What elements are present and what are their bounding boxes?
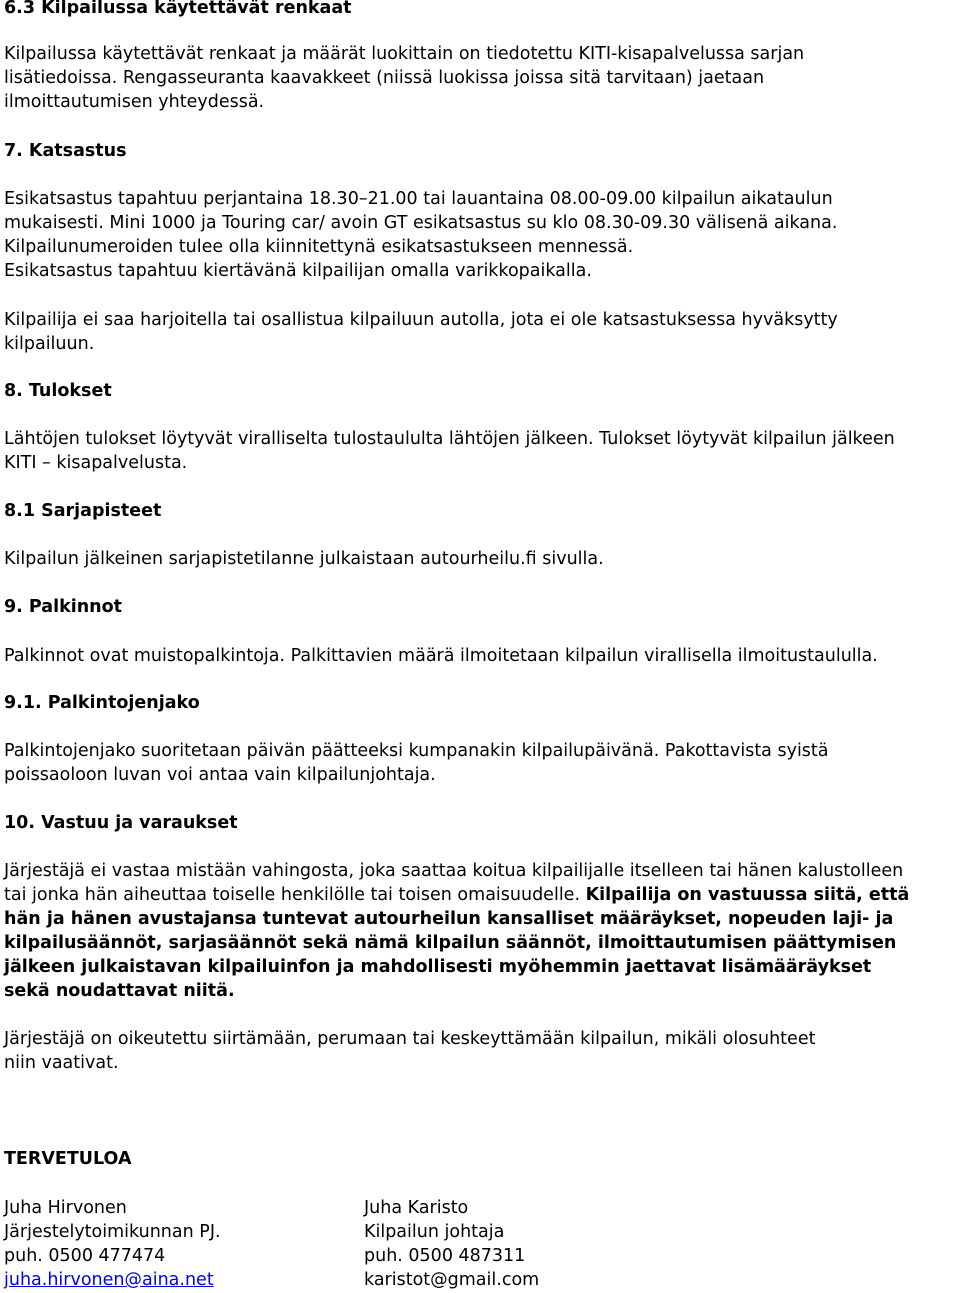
section-9-body (4, 644, 878, 668)
paragraph-line: Järjestäjä ei vastaa mistään vahingosta, joka saattaa koitua kilpailijalle itselleen tai hänen kalustolleen (4, 861, 904, 881)
welcome (4, 1147, 132, 1171)
paragraph-line: Palkinnot ovat muistopalkintoja. Palkittavien määrä ilmoitetaan kilpailun virallisella ilmoitustaululla. (4, 646, 878, 666)
paragraph-line (4, 883, 909, 907)
welcome-text: TERVETULOA (4, 1149, 132, 1169)
section-9-1-body (4, 739, 829, 787)
section-10-body-2 (4, 1027, 815, 1075)
section-heading: 8.1 Sarjapisteet (4, 501, 162, 521)
paragraph-line: ilmoittautumisen yhteydessä. (4, 92, 265, 112)
paragraph-line: niin vaativat. (4, 1053, 119, 1073)
section-9 (4, 595, 122, 619)
paragraph-line: KITI – kisapalvelusta. (4, 453, 188, 473)
paragraph-line: Esikatsastus tapahtuu kiertävänä kilpailijan omalla varikkopaikalla. (4, 261, 592, 281)
section-8-body (4, 427, 895, 475)
section-heading: 8. Tulokset (4, 381, 112, 401)
signer-email: karistot@gmail.com (364, 1270, 540, 1290)
paragraph-line: sekä noudattavat niitä. (4, 981, 235, 1001)
section-8-1 (4, 499, 161, 523)
paragraph-line: Palkintojenjako suoritetaan päivän päätteeksi kumpanakin kilpailupäivänä. Pakottavista syistä (4, 741, 829, 761)
signer-phone: puh. 0500 487311 (364, 1246, 526, 1266)
paragraph-line: Esikatsastus tapahtuu perjantaina 18.30–21.00 tai lauantaina 08.00-09.00 kilpailun aikataulun (4, 189, 833, 209)
section-9-1 (4, 691, 200, 715)
section-heading: 9.1. Palkintojenjako (4, 693, 200, 713)
section-8-1-body (4, 547, 604, 571)
section-heading: 10. Vastuu ja varaukset (4, 813, 238, 833)
section-8 (4, 379, 112, 403)
section-heading: 9. Palkinnot (4, 597, 123, 617)
paragraph-line: Lähtöjen tulokset löytyvät viralliselta tulostaululta lähtöjen jälkeen. Tulokset löytyvät kilpailun jälkeen (4, 429, 895, 449)
section-6-3 (4, 0, 352, 20)
paragraph-line: Kilpailussa käytettävät renkaat ja määrät luokittain on tiedotettu KITI-kisapalvelussa sarjan (4, 44, 805, 64)
section-10-body (4, 859, 909, 1003)
section-10 (4, 811, 238, 835)
signature-left (4, 1196, 221, 1292)
section-heading: 7. Katsastus (4, 141, 127, 161)
paragraph-text: tai jonka hän aiheuttaa toiselle henkilölle tai toisen omaisuudelle. (4, 885, 586, 905)
paragraph-bold-text: Kilpailija on vastuussa siitä, että (585, 885, 910, 905)
signer-name: Juha Hirvonen (4, 1198, 127, 1218)
paragraph-line: kilpailusäännöt, sarjasäännöt sekä nämä kilpailun säännöt, ilmoittautumisen päättymisen (4, 933, 897, 953)
paragraph-line: Kilpailunumeroiden tulee olla kiinnitettynä esikatsastukseen mennessä. (4, 237, 634, 257)
signer-name: Juha Karisto (364, 1198, 469, 1218)
signature-right (364, 1196, 539, 1292)
paragraph-line: kilpailuun. (4, 334, 95, 354)
paragraph-line: mukaisesti. Mini 1000 ja Touring car/ avoin GT esikatsastus su klo 08.30-09.30 välisenä aikana. (4, 213, 838, 233)
signer-email-line (4, 1268, 221, 1292)
section-7 (4, 139, 127, 163)
signer-role: Kilpailun johtaja (364, 1222, 505, 1242)
paragraph-line: lisätiedoissa. Rengasseuranta kaavakkeet (niissä luokissa joissa sitä tarvitaan) jaetaan (4, 68, 765, 88)
paragraph-line: poissaoloon luvan voi antaa vain kilpailunjohtaja. (4, 765, 436, 785)
signer-role: Järjestelytoimikunnan PJ. (4, 1222, 221, 1242)
paragraph-line: Järjestäjä on oikeutettu siirtämään, perumaan tai keskeyttämään kilpailun, mikäli olosuhteet (4, 1029, 816, 1049)
signer-email-link[interactable]: juha.hirvonen@aina.net (4, 1270, 214, 1290)
signer-phone: puh. 0500 477474 (4, 1246, 166, 1266)
section-heading: 6.3 Kilpailussa käytettävät renkaat (4, 0, 352, 18)
paragraph-line: Kilpailija ei saa harjoitella tai osallistua kilpailuun autolla, jota ei ole katsastuksessa hyväksytty (4, 310, 838, 330)
section-7-body (4, 187, 837, 283)
paragraph-line: jälkeen julkaistavan kilpailuinfon ja mahdollisesti myöhemmin jaettavat lisämääräykset (4, 957, 872, 977)
section-7-body-2 (4, 308, 838, 356)
section-6-3-body (4, 42, 804, 114)
paragraph-line: Kilpailun jälkeinen sarjapistetilanne julkaistaan autourheilu.fi sivulla. (4, 549, 604, 569)
paragraph-line: hän ja hänen avustajansa tuntevat autourheilun kansalliset määräykset, nopeuden laji- ja (4, 909, 894, 929)
